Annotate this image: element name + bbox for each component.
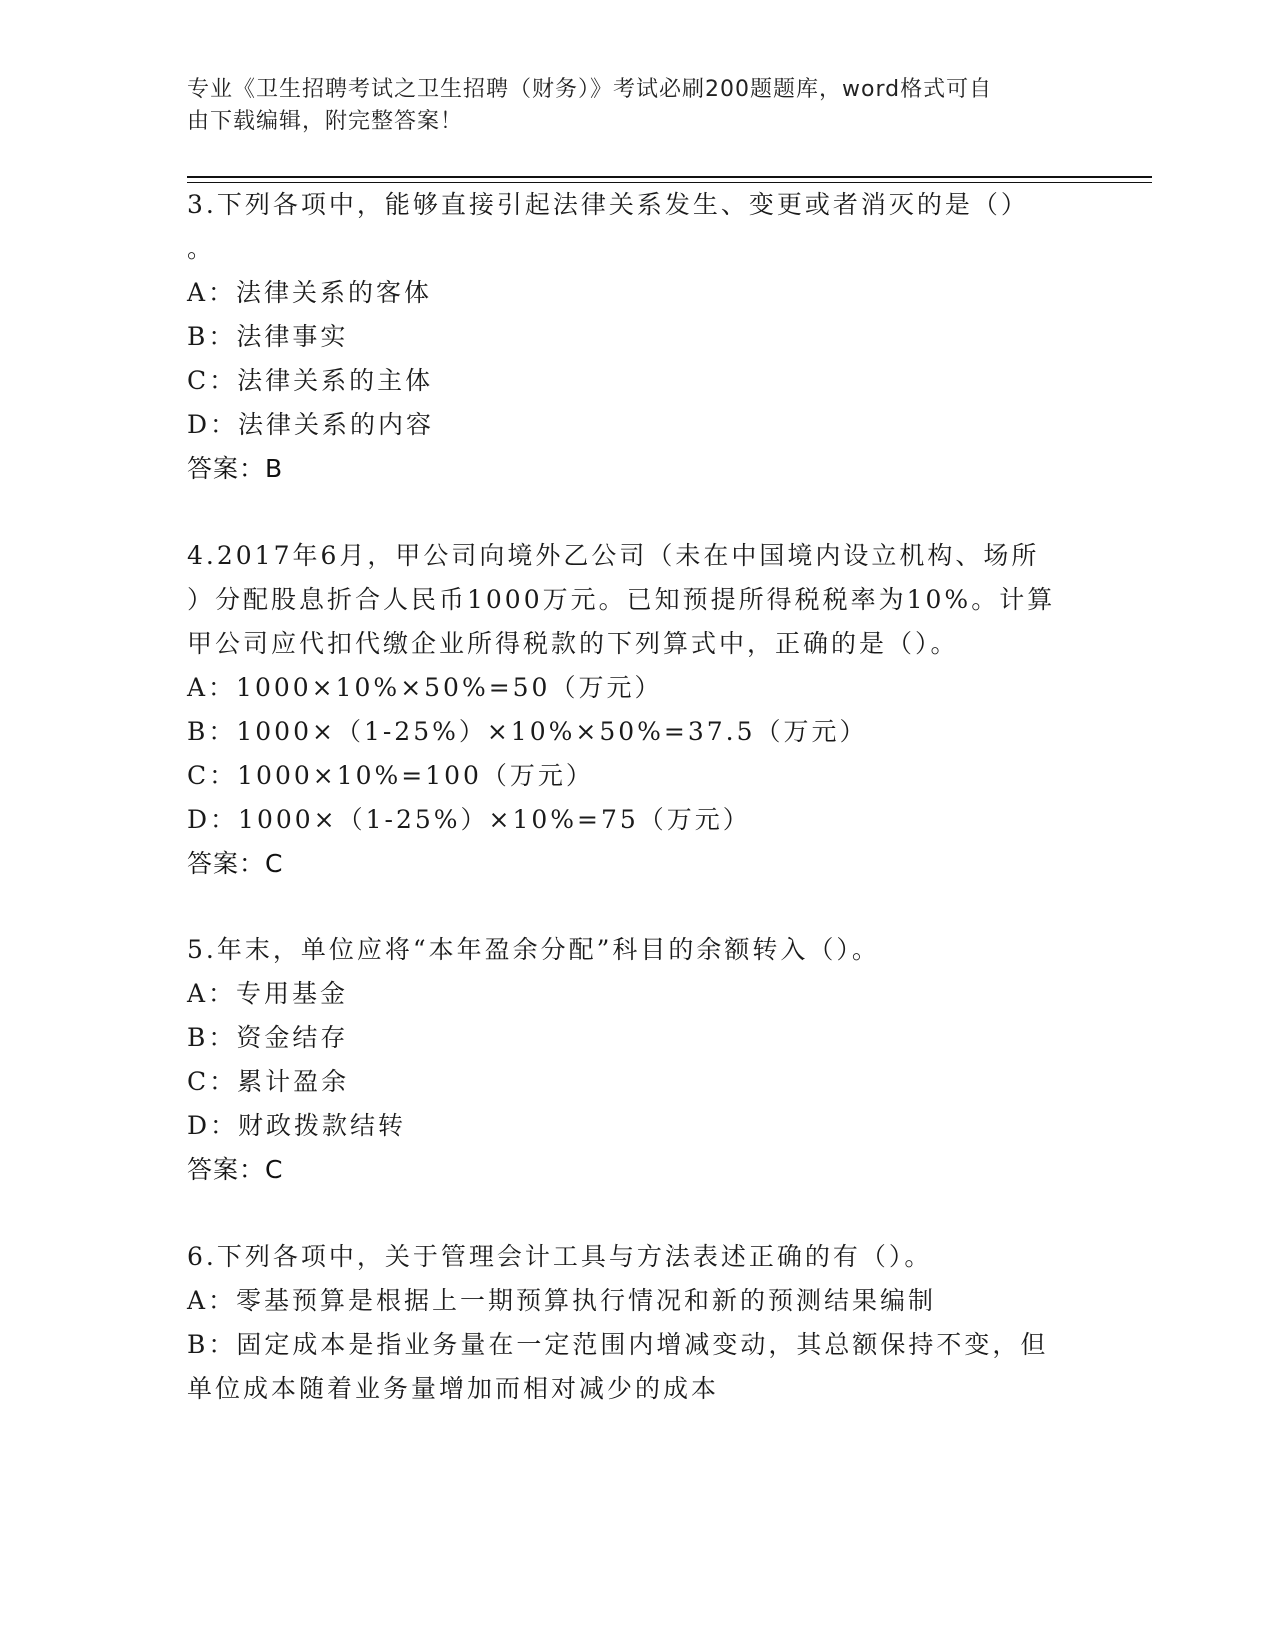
- question-3-line-2: 。: [187, 234, 216, 263]
- question-5-answer: 答案：C: [187, 1155, 284, 1184]
- header-divider: [187, 176, 1152, 178]
- question-4-option-c: C：1000×10%=100（万元）: [187, 761, 594, 790]
- question-3-line-1: 3.下列各项中，能够直接引起法律关系发生、变更或者消灭的是（）: [187, 190, 1029, 219]
- question-4-line-3: 甲公司应代扣代缴企业所得税款的下列算式中，正确的是（）。: [187, 629, 959, 658]
- question-5-line-1: 5.年末，单位应将“本年盈余分配”科目的余额转入（）。: [187, 935, 880, 964]
- question-5-option-c: C：累计盈余: [187, 1067, 350, 1096]
- question-5-option-d: D：财政拨款结转: [187, 1111, 407, 1140]
- question-3-option-c: C：法律关系的主体: [187, 366, 434, 395]
- question-4-line-2: ）分配股息折合人民币1000万元。已知预提所得税税率为10%。计算: [187, 585, 1056, 614]
- question-3-option-a: A：法律关系的客体: [187, 278, 433, 307]
- question-3-option-d: D：法律关系的内容: [187, 410, 435, 439]
- question-4-option-d: D：1000×（1-25%）×10%=75（万元）: [187, 805, 751, 834]
- question-3-answer: 答案：B: [187, 454, 284, 483]
- header-line-2: 由下载编辑，附完整答案！: [187, 109, 464, 134]
- document-header: [187, 74, 1067, 138]
- question-5-option-b: B：资金结存: [187, 1023, 349, 1052]
- header-divider-thin: [187, 182, 1152, 183]
- question-6-option-b: B：固定成本是指业务量在一定范围内增减变动，其总额保持不变，但: [187, 1330, 1049, 1359]
- question-6-option-a: A：零基预算是根据上一期预算执行情况和新的预测结果编制: [187, 1286, 937, 1315]
- question-4-line-1: 4.2017年6月，甲公司向境外乙公司（未在中国境内设立机构、场所: [187, 541, 1040, 570]
- header-line-1: 专业《卫生招聘考试之卫生招聘（财务）》考试必刷200题题库，word格式可自: [187, 77, 993, 102]
- question-4-option-a: A：1000×10%×50%=50（万元）: [187, 673, 663, 702]
- question-6-option-b-continued: 单位成本随着业务量增加而相对减少的成本: [187, 1374, 720, 1403]
- question-4-answer: 答案：C: [187, 849, 284, 878]
- question-6-line-1: 6.下列各项中，关于管理会计工具与方法表述正确的有（）。: [187, 1242, 933, 1271]
- question-5-option-a: A：专用基金: [187, 979, 349, 1008]
- question-4-option-b: B：1000×（1-25%）×10%×50%=37.5（万元）: [187, 717, 868, 746]
- question-3-option-b: B：法律事实: [187, 322, 349, 351]
